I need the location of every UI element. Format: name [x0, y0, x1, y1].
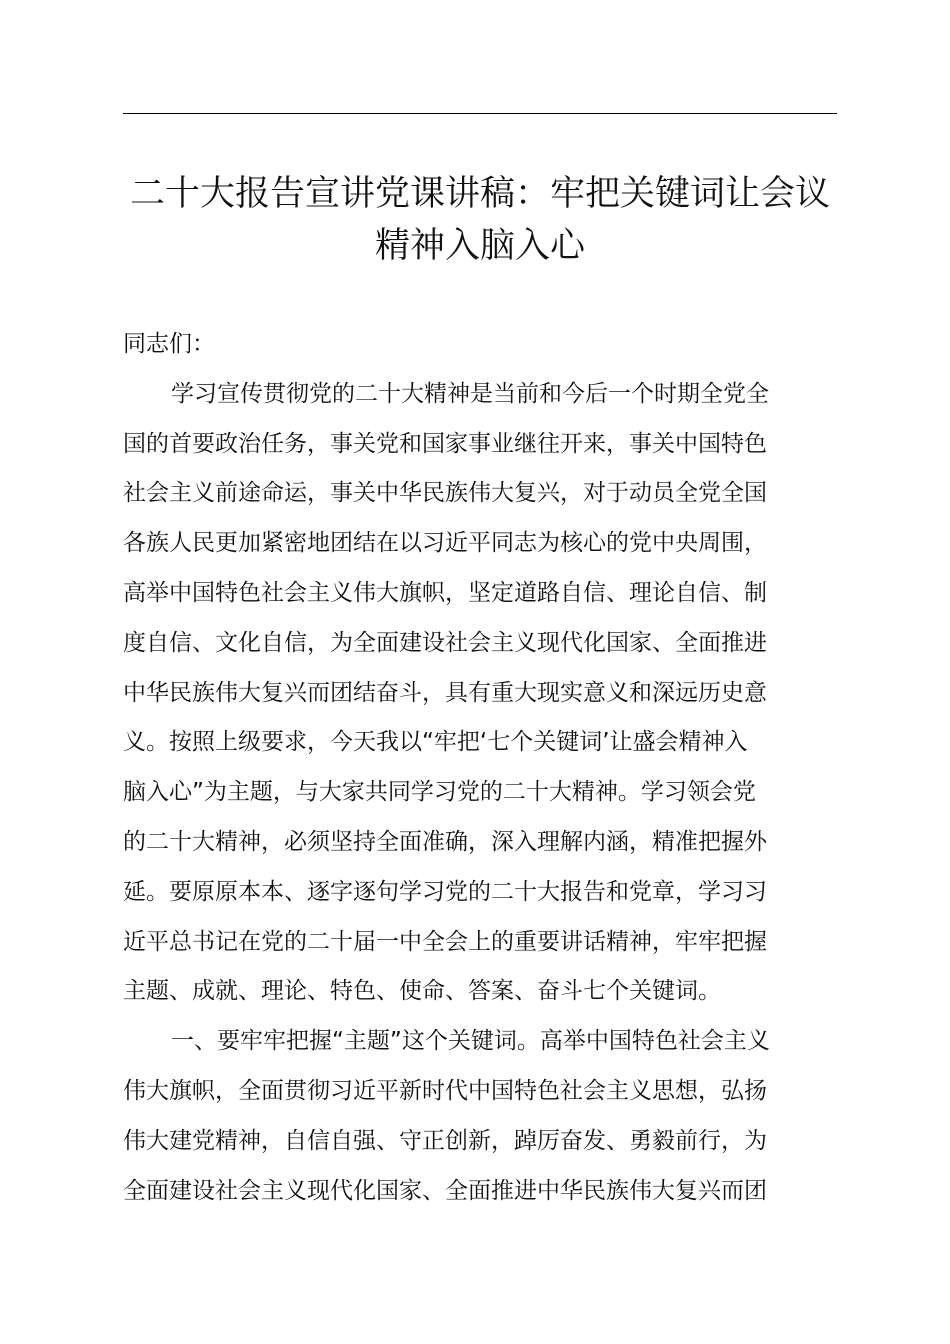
paragraph-section-1	[123, 1017, 837, 1216]
text-line: 社会主义前途命运，事关中华民族伟大复兴，对于动员全党全国	[123, 480, 767, 507]
text-line: 延。要原原本本、逐字逐句学习党的二十大报告和党章，学习习	[123, 878, 767, 905]
text-line: 国的首要政治任务，事关党和国家事业继往开来，事关中国特色	[123, 430, 767, 457]
paragraph-intro	[123, 370, 837, 1017]
text-line: 近平总书记在党的二十届一中全会上的重要讲话精神，牢牢把握	[123, 928, 767, 955]
text-line: 伟大旗帜，全面贯彻习近平新时代中国特色社会主义思想，弘扬	[123, 1077, 767, 1104]
text-line: 主题、成就、理论、特色、使命、答案、奋斗七个关键词。	[123, 978, 721, 1005]
text-line: 脑入心”为主题，与大家共同学习党的二十大精神。学习领会党	[123, 779, 756, 806]
text-line: 的二十大精神，必须坚持全面准确，深入理解内涵，精准把握外	[123, 828, 767, 855]
title-line: 二十大报告宣讲党课讲稿：牢把关键词让会议	[129, 174, 830, 214]
salutation: 同志们：	[123, 331, 215, 357]
text-line: 中华民族伟大复兴而团结奋斗，具有重大现实意义和深远历史意	[123, 679, 767, 706]
text-line: 度自信、文化自信，为全面建设社会主义现代化国家、全面推进	[123, 629, 767, 656]
text-line: 全面建设社会主义现代化国家、全面推进中华民族伟大复兴而团	[123, 1177, 767, 1204]
text-line: 学习宣传贯彻党的二十大精神是当前和今后一个时期全党全	[171, 380, 769, 407]
document-body	[123, 320, 837, 1216]
text-line: 一、要牢牢把握“主题”这个关键词。高举中国特色社会主义	[171, 1028, 770, 1055]
title-line: 精神入脑入心	[374, 226, 585, 266]
text-line: 义。按照上级要求，今天我以“牢把‘七个关键词’让盛会精神入	[123, 729, 748, 756]
text-line: 高举中国特色社会主义伟大旗帜，坚定道路自信、理论自信、制	[123, 579, 767, 606]
text-line: 各族人民更加紧密地团结在以习近平同志为核心的党中央周围，	[123, 530, 767, 557]
header-rule	[123, 113, 837, 114]
text-line: 伟大建党精神，自信自强、守正创新，踔厉奋发、勇毅前行，为	[123, 1127, 767, 1154]
document-title	[100, 168, 860, 272]
